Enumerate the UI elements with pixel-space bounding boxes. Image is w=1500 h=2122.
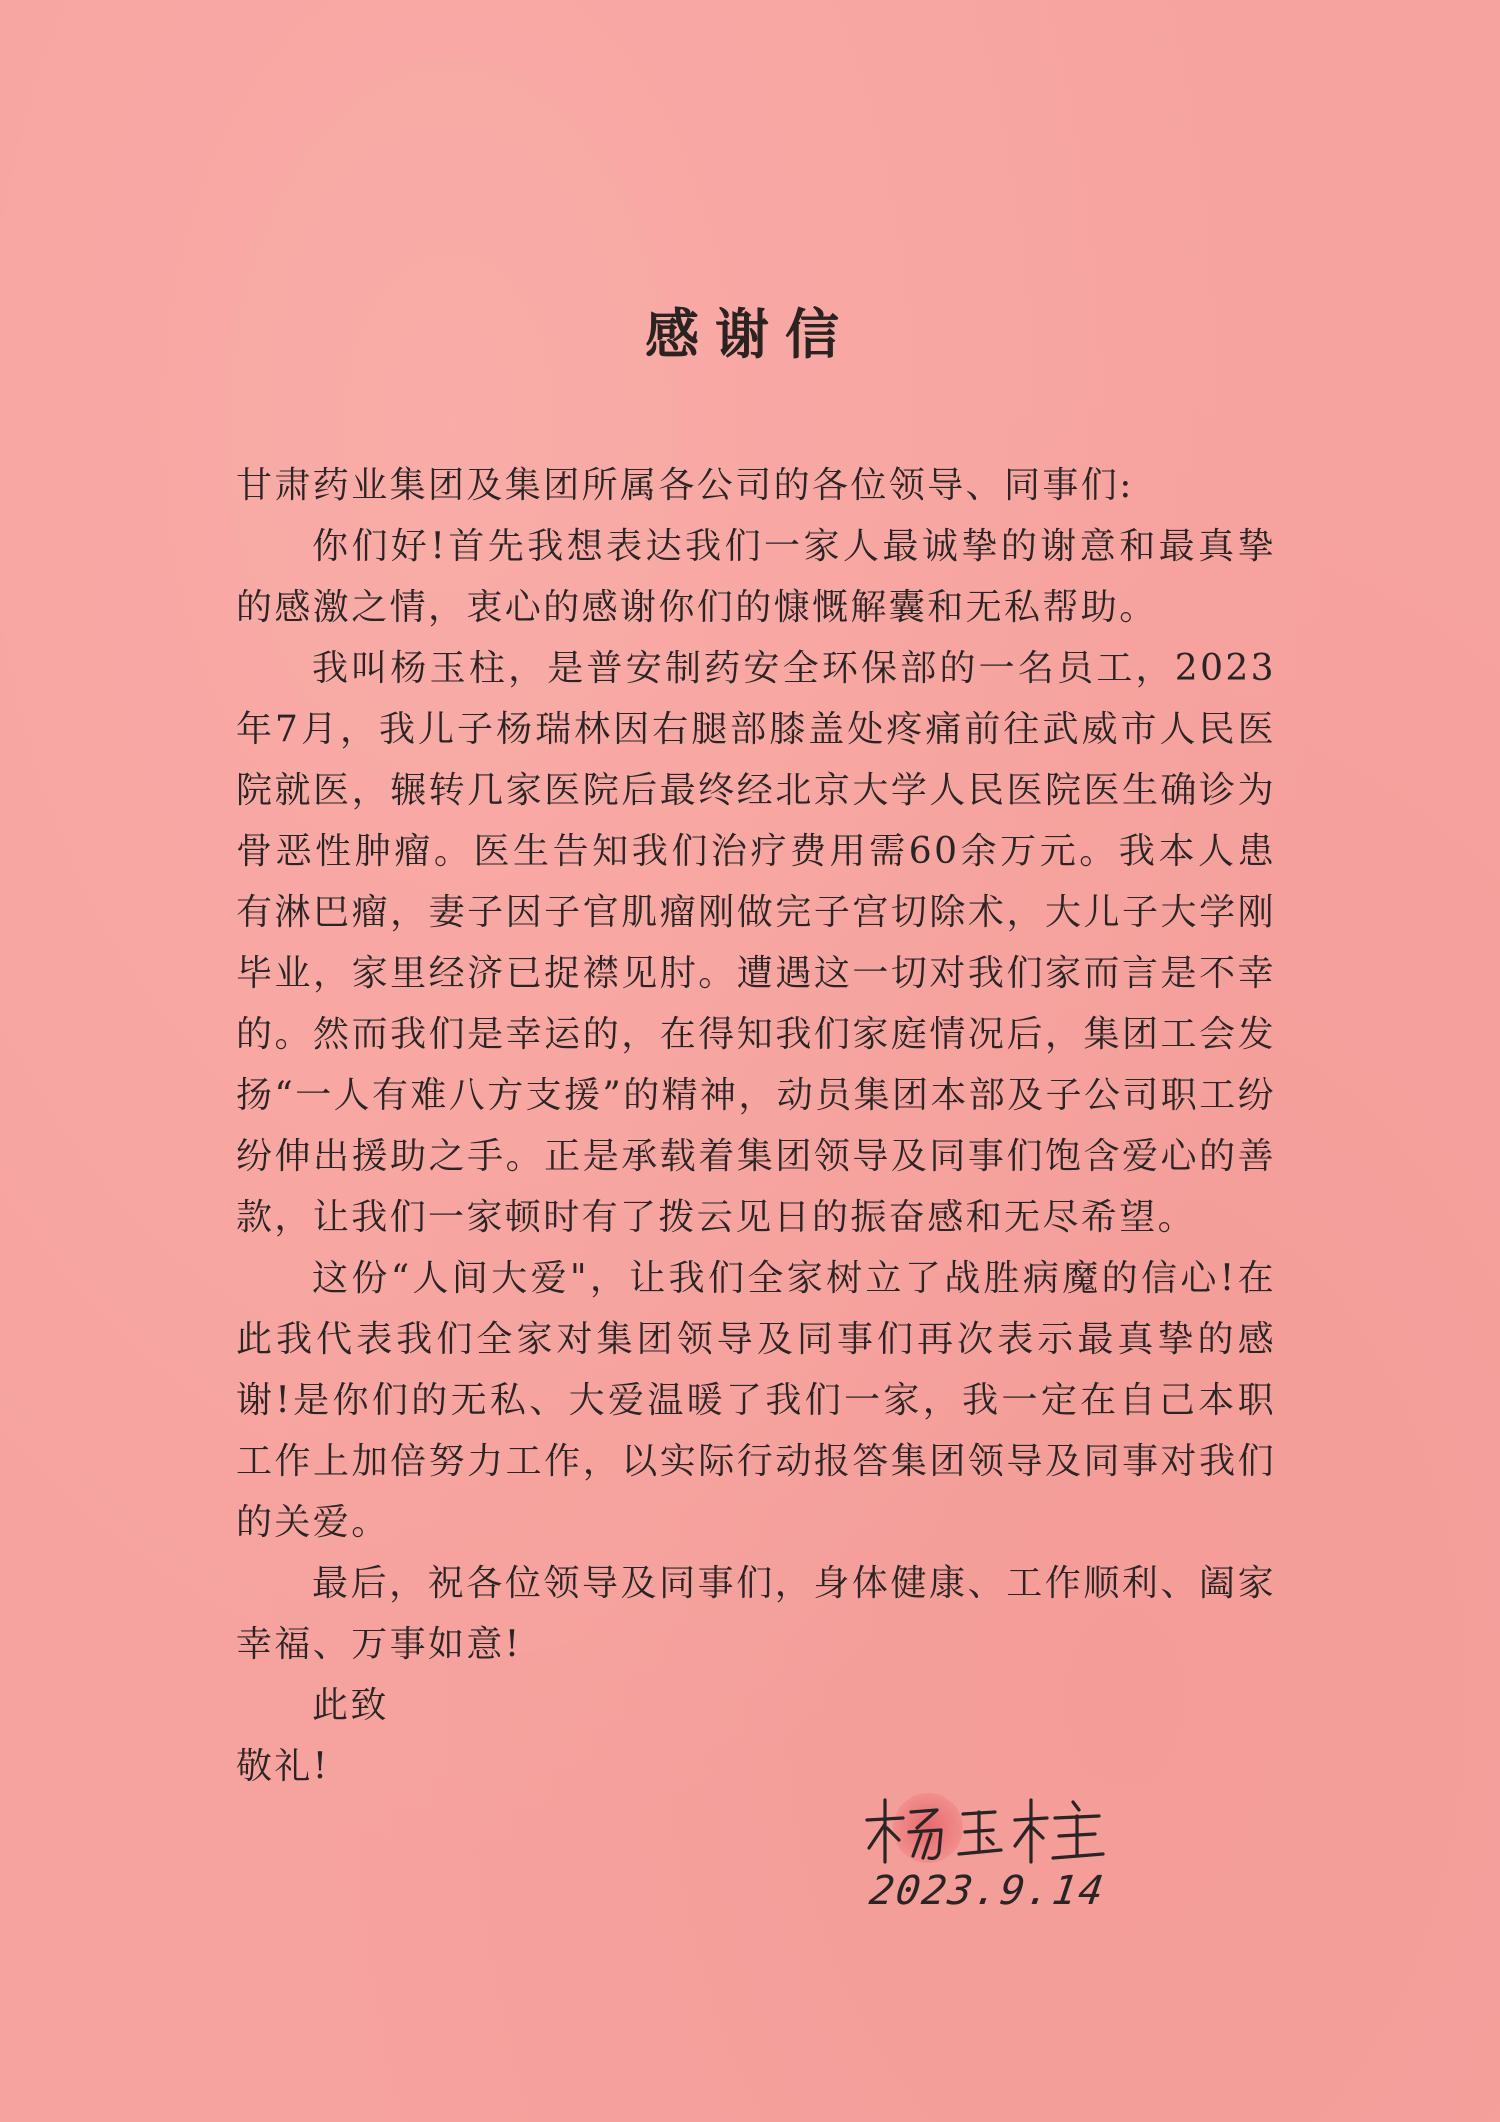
paragraph-gratitude: 这份“人间大爱"，让我们全家树立了战胜病魔的信心!在此我代表我们全家对集团领导及同事们再次表示最真挚的感谢!是你们的无私、大爱温暖了我们一家，我一定在自己本职工作上加倍努力工作，以实际行动报答集团领导及同事对我们的关爱。: [236, 1258, 1276, 1543]
closing-cizhi: 此致: [312, 1685, 389, 1726]
letter-title: 感谢信: [645, 303, 855, 366]
signature-date-text: 2023.9.14: [866, 1868, 1108, 1914]
salutation: 甘肃药业集团及集团所属各公司的各位领导、同事们:: [236, 465, 1134, 506]
letter-body: [236, 455, 1276, 1797]
handwritten-signature: [855, 1790, 1115, 1870]
paragraph-story: 我叫杨玉柱，是普安制药安全环保部的一名员工，2023年7月，我儿子杨瑞林因右腿部膝盖处疼痛前往武威市人民医院就医，辗转几家医院后最终经北京大学人民医院医生确诊为骨恶性肿瘤。医生告知我们治疗费用需60余万元。我本人患有淋巴瘤，妻子因子官肌瘤刚做完子宫切除术，大儿子大学刚毕业，家里经济已捉襟见肘。遭遇这一切对我们家而言是不幸的。然而我们是幸运的，在得知我们家庭情况后，集团工会发扬“一人有难八方支援”的精神，动员集团本部及子公司职工纷纷伸出援助之手。正是承载着集团领导及同事们饱含爱心的善款，让我们一家顿时有了拨云见日的振奋感和无尽希望。: [236, 648, 1277, 1238]
handwritten-date: [866, 1868, 1108, 1928]
paragraph-wishes: 最后，祝各位领导及同事们，身体健康、工作顺利、阖家幸福、万事如意!: [236, 1563, 1276, 1665]
closing-jingli: 敬礼!: [236, 1746, 330, 1787]
paragraph-greeting: 你们好!首先我想表达我们一家人最诚挚的谢意和最真挚的感激之情，衷心的感谢你们的慷慨解囊和无私帮助。: [236, 526, 1276, 628]
